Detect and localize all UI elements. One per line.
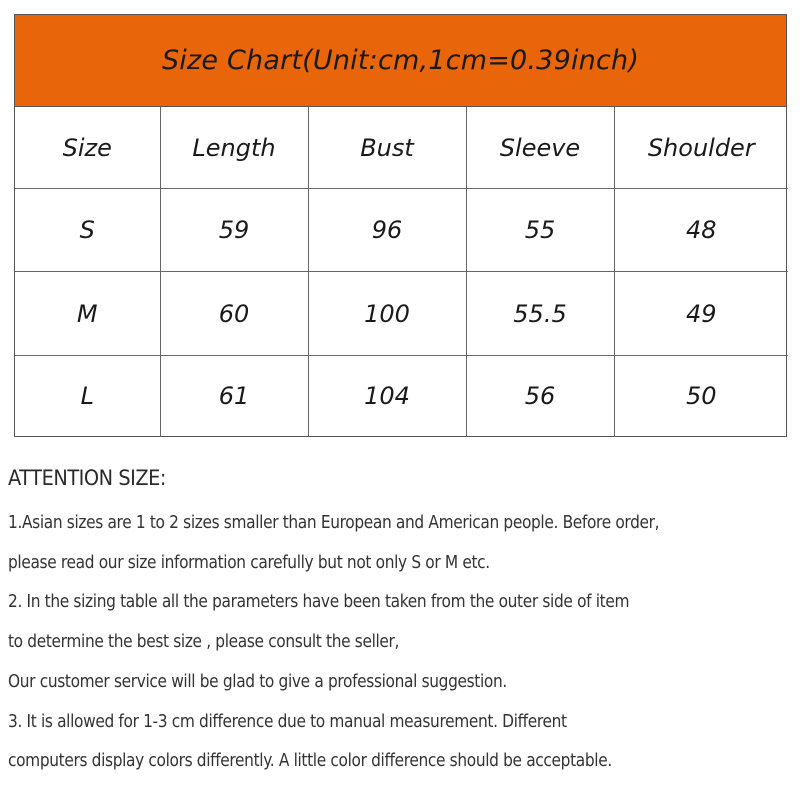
table-cell-size: S	[15, 189, 160, 272]
column-header-size: Size	[15, 107, 160, 189]
column-header-shoulder: Shoulder	[614, 107, 788, 189]
attention-notes	[8, 466, 788, 782]
table-cell-bust: 104	[308, 355, 466, 437]
size-chart-title: Size Chart(Unit:cm,1cm=0.39inch)	[15, 15, 786, 107]
note-line: Our customer service will be glad to give a professional suggestion.	[8, 671, 507, 692]
size-chart	[14, 14, 787, 437]
note-line: please read our size information carefully but not only S or M etc.	[8, 552, 490, 573]
table-cell-length: 59	[160, 189, 308, 272]
column-header-length: Length	[160, 107, 308, 189]
note-line: to determine the best size , please consult the seller,	[8, 632, 400, 653]
size-table	[15, 107, 788, 437]
table-cell-sleeve: 55.5	[466, 272, 614, 355]
column-header-sleeve: Sleeve	[466, 107, 614, 189]
table-cell-length: 61	[160, 355, 308, 437]
table-cell-shoulder: 48	[614, 189, 788, 272]
table-cell-shoulder: 50	[685, 382, 717, 411]
table-cell-size: L	[15, 355, 160, 437]
table-row	[15, 355, 788, 437]
table-row	[15, 272, 788, 355]
table-cell-shoulder: 49	[614, 272, 788, 355]
table-cell-size: M	[15, 272, 160, 355]
table-row	[15, 189, 788, 272]
column-header-bust: Bust	[308, 107, 466, 189]
note-line: 1.Asian sizes are 1 to 2 sizes smaller than European and American people. Before order,	[8, 513, 660, 533]
table-cell-bust: 100	[308, 272, 466, 355]
table-cell-sleeve: 56	[466, 355, 614, 437]
note-line: 3. It is allowed for 1-3 cm difference due to manual measurement. Different	[8, 711, 567, 732]
table-cell-bust: 96	[308, 189, 466, 272]
note-line: computers display colors differently. A little color difference should be acceptable.	[8, 751, 612, 772]
note-line: 2. In the sizing table all the parameters have been taken from the outer side of item	[8, 592, 630, 613]
table-cell-sleeve: 55	[466, 189, 614, 272]
table-header-row	[15, 107, 788, 189]
table-cell-length: 60	[160, 272, 308, 355]
attention-title: ATTENTION SIZE:	[8, 466, 166, 490]
